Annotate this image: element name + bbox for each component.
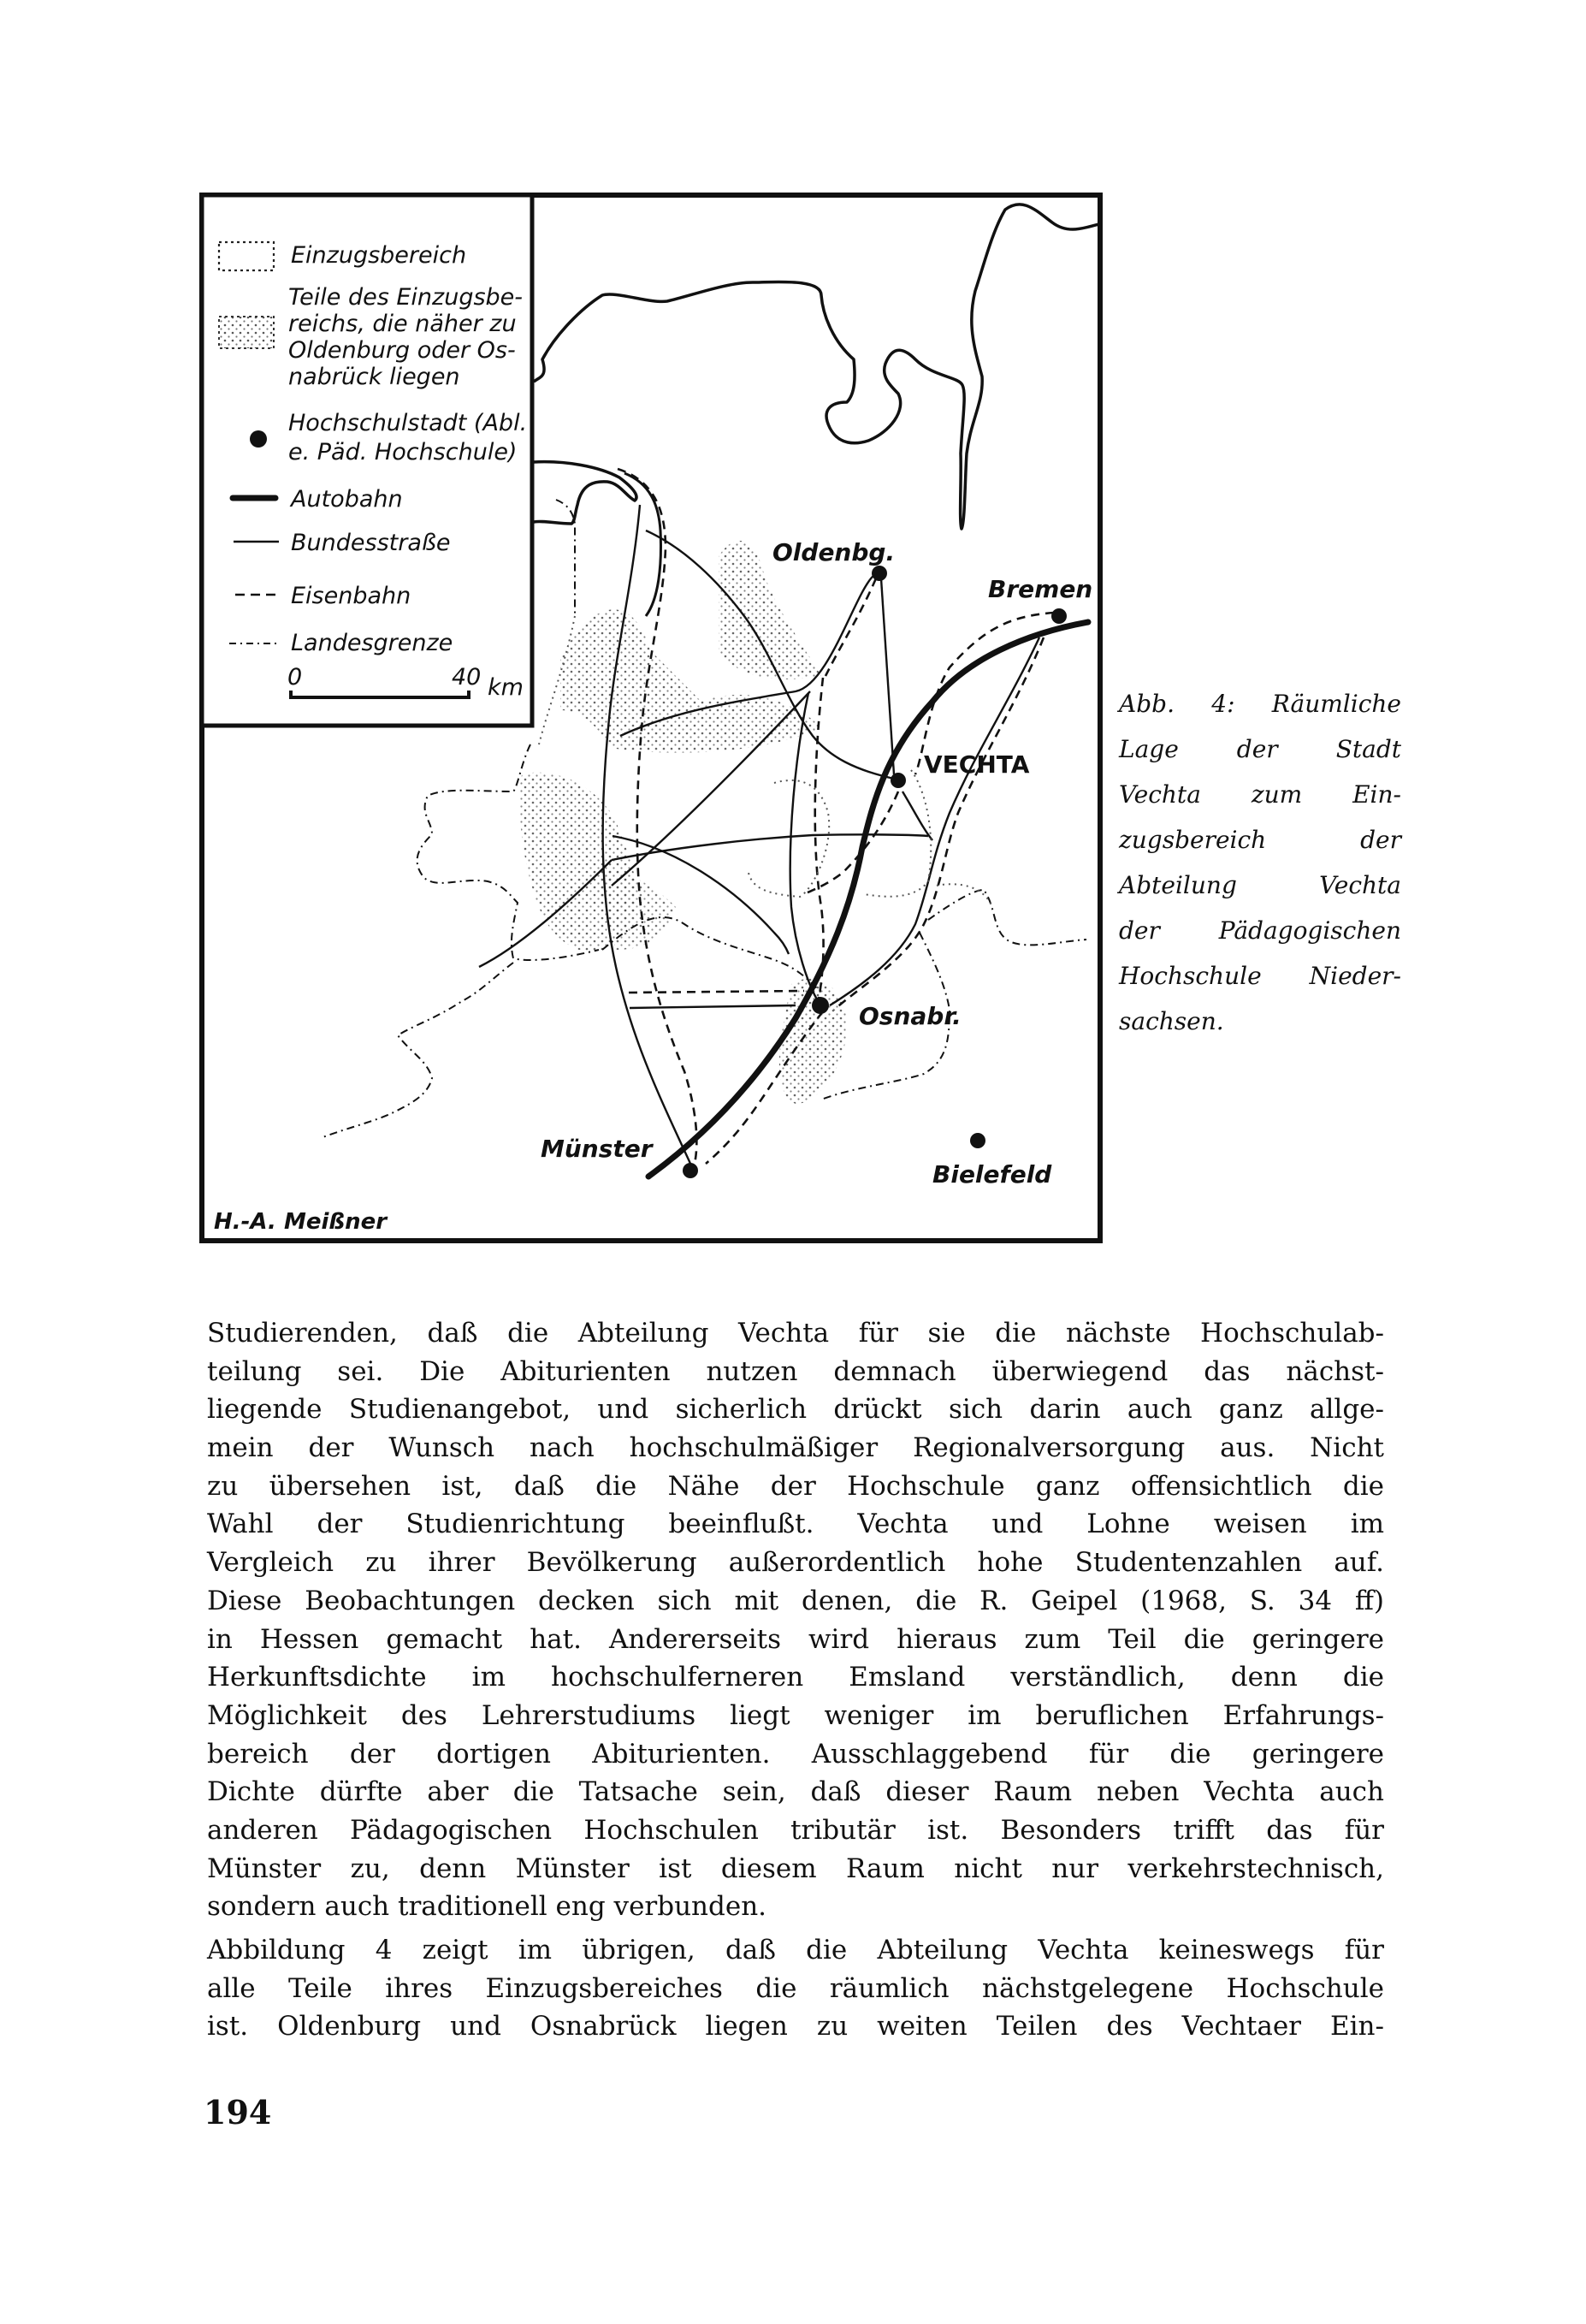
text-line: sondern auch traditionell eng verbunden. <box>207 1891 767 1923</box>
scale-end: 40 <box>452 664 482 691</box>
paragraph-2 <box>207 1931 1384 2046</box>
text-line: Münster zu, denn Münster ist diesem Raum nicht nur verkehrstechnisch, <box>207 1853 1384 1884</box>
text-line: Vergleich zu ihrer Bevölkerung außerordentlich hohe Studentenzahlen auf. <box>207 1547 1384 1579</box>
city-dot-oldenburg <box>872 566 887 581</box>
legend-label-hochschulstadt-1: Hochschulstadt (Abl. <box>288 410 528 436</box>
legend-label-stipple-4: nabrück liegen <box>288 364 460 390</box>
text-line: mein der Wunsch nach hochschulmäßiger Regionalversorgung aus. Nicht <box>207 1432 1384 1464</box>
text-line: Wahl der Studienrichtung beeinflußt. Vechta und Lohne weisen im <box>207 1509 1384 1540</box>
legend-label-einzugsbereich: Einzugsbereich <box>291 242 467 269</box>
legend-label-hochschulstadt-2: e. Päd. Hochschule) <box>288 439 518 465</box>
paragraph-1 <box>207 1314 1384 1926</box>
text-line: alle Teile ihres Einzugsbereiches die räumlich nächstgelegene Hochschule <box>207 1972 1384 2004</box>
text-line: Möglichkeit des Lehrerstudiums liegt weniger im beruflichen Erfahrungs- <box>207 1699 1384 1731</box>
city-dot-bielefeld <box>970 1133 985 1148</box>
text-line: Dichte dürfte aber die Tatsache sein, daß dieser Raum neben Vechta auch <box>207 1776 1384 1808</box>
text-line: Diese Beobachtungen decken sich mit denen, die R. Geipel (1968, S. 34 ff) <box>207 1585 1384 1616</box>
text-line: ist. Oldenburg und Osnabrück liegen zu weiten Teilen des Vechtaer Ein- <box>207 2011 1384 2042</box>
scale-unit: km <box>488 674 524 701</box>
label-osnabrueck: Osnabr. <box>859 1002 962 1030</box>
legend-label-stipple-2: reichs, die näher zu <box>288 311 517 337</box>
caption-line: Abb. 4: Räumliche <box>1119 690 1401 718</box>
city-dot-osnabrueck <box>812 997 829 1014</box>
map-author: H.-A. Meißner <box>214 1209 388 1235</box>
page-number: 194 <box>204 2093 272 2131</box>
legend-label-eisenbahn: Eisenbahn <box>291 583 411 609</box>
legend-label-stipple-3: Oldenburg oder Os- <box>288 337 516 364</box>
city-dot-muenster <box>683 1163 698 1178</box>
label-bielefeld: Bielefeld <box>932 1160 1052 1189</box>
legend-label-bundesstrasse: Bundesstraße <box>291 530 451 556</box>
text-line: liegende Studienangebot, und sicherlich drückt sich darin auch ganz allge- <box>207 1394 1384 1426</box>
caption-line: Abteilung Vechta <box>1119 871 1401 899</box>
scale-start: 0 <box>287 664 303 691</box>
stippled-area-icon <box>219 317 274 348</box>
text-line: Studierenden, daß die Abteilung Vechta für sie die nächste Hochschulab- <box>207 1318 1384 1349</box>
text-line: Abbildung 4 zeigt im übrigen, daß die Abteilung Vechta keineswegs für <box>207 1935 1384 1965</box>
text-line: Herkunftsdichte im hochschulferneren Emsland verständlich, denn die <box>207 1662 1384 1693</box>
caption-line: Lage der Stadt <box>1119 735 1401 763</box>
label-muenster: Münster <box>541 1135 653 1163</box>
caption-line: Hochschule Nieder- <box>1119 962 1401 990</box>
university-city-icon <box>250 430 267 448</box>
caption-line: sachsen. <box>1119 1007 1224 1035</box>
caption-line: zugsbereich der <box>1119 826 1401 854</box>
label-oldenburg: Oldenbg. <box>772 538 896 566</box>
text-line: zu übersehen ist, daß die Nähe der Hochschule ganz offensichtlich die <box>207 1470 1384 1502</box>
text-line: anderen Pädagogischen Hochschulen tributär ist. Besonders trifft das für <box>207 1814 1384 1846</box>
body-text <box>207 1314 1384 2046</box>
caption-line: der Pädagogischen <box>1119 916 1401 945</box>
text-line: teilung sei. Die Abiturienten nutzen demnach überwiegend das nächst- <box>207 1355 1384 1387</box>
text-line: in Hessen gemacht hat. Andererseits wird hieraus zum Teil die geringere <box>207 1623 1384 1655</box>
text-line: bereich der dortigen Abiturienten. Ausschlaggebend für die geringere <box>207 1738 1384 1770</box>
legend-label-stipple-1: Teile des Einzugsbe- <box>288 284 524 311</box>
city-dot-vechta <box>891 773 906 788</box>
figure-caption <box>1119 681 1401 1044</box>
legend-label-landesgrenze: Landesgrenze <box>291 630 453 656</box>
legend-label-autobahn: Autobahn <box>291 486 403 513</box>
label-vechta: VECHTA <box>924 750 1030 779</box>
caption-line: Vechta zum Ein- <box>1119 780 1401 809</box>
label-bremen: Bremen <box>988 575 1093 603</box>
city-dot-bremen <box>1051 608 1067 624</box>
